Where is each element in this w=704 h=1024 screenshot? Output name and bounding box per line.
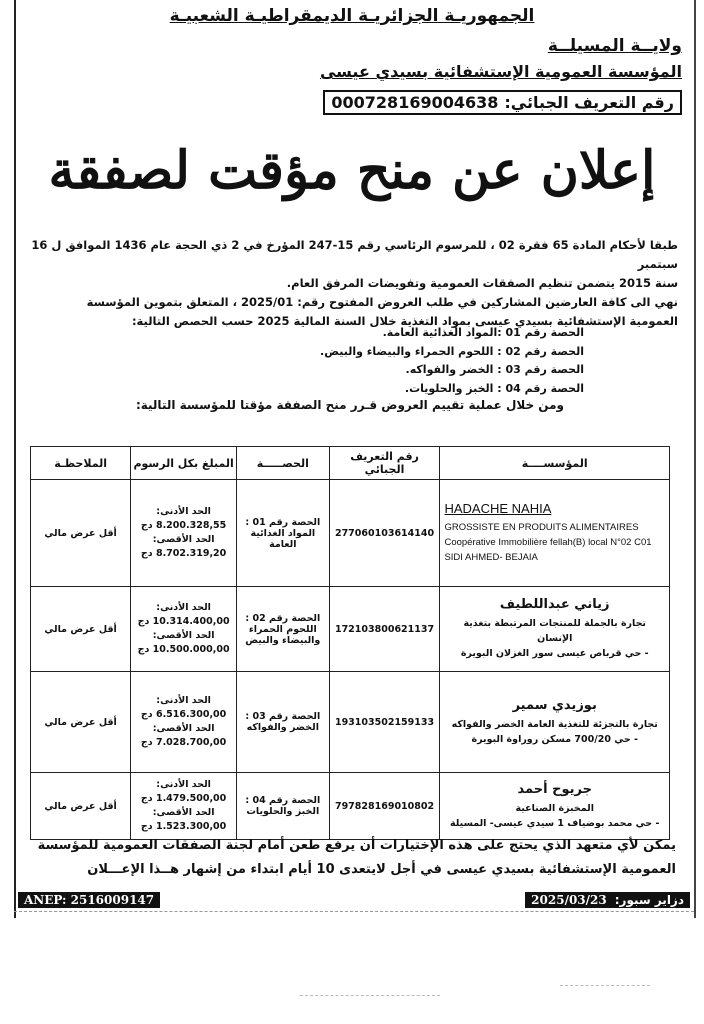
- table-row: [31, 480, 670, 587]
- fiscal-id-box: [323, 90, 682, 115]
- establishment-header: المؤسسة العمومية الإستشفائية بسيدي عيسى: [319, 62, 682, 81]
- page-bottom-line: [14, 911, 694, 912]
- remark-cell: أقل عرض مالي: [31, 480, 131, 587]
- institution-activity: GROSSISTE EN PRODUITS ALIMENTAIRES: [444, 522, 639, 533]
- min-label: الحد الأدنى:: [156, 779, 211, 790]
- min-label: الحد الأدنى:: [156, 602, 211, 613]
- publication-box: [525, 892, 690, 908]
- intro-line: نهي الى كافة العارضين المشاركين في طلب العروض المفتوح رقم: 2025/01 ، المتعلق بتموين المؤسسة: [86, 295, 678, 309]
- remark-cell: أقل عرض مالي: [31, 773, 131, 840]
- max-value: 8.702.319,20 دج: [140, 548, 227, 559]
- min-value: 1.479.500,00 دج: [140, 793, 227, 804]
- page-title: إعلان عن منح مؤقت لصفقة: [48, 140, 656, 201]
- max-label: الحد الأقصى:: [152, 534, 215, 545]
- remark-cell: أقل عرض مالي: [31, 672, 131, 773]
- lot-item: الحصة رقم 01 :المواد الغذائية العامة.: [382, 326, 584, 339]
- remark-cell: أقل عرض مالي: [31, 587, 131, 672]
- institution-name: بوزيدي سمير: [512, 697, 597, 713]
- fiscal-label: رقم التعريف الجبائي:: [504, 93, 674, 112]
- amount-cell: [131, 480, 237, 587]
- intro-line: سنة 2015 يتضمن تنظيم الصفقات العمومية وتفويضات المرفق العام.: [286, 276, 678, 290]
- nif-cell: 797828169010802: [329, 773, 440, 840]
- min-value: 6.516.300,00 دج: [140, 709, 227, 720]
- min-value: 8.200.328,55 دج: [140, 520, 227, 531]
- table-row: [31, 773, 670, 840]
- institution-address: - حي محمد بوضياف 1 سيدي عيسى- المسيلة: [450, 817, 660, 829]
- header-remarks: الملاحظـة: [31, 447, 131, 480]
- notice-line: العمومية الإستشفائية بسيدي عيسى في أجل لايتعدى 10 أيام ابتداء من إشهار هــذا الإعـــلان: [87, 862, 676, 877]
- nif-cell: 172103800621137: [329, 587, 440, 672]
- anep-reference: ANEP: 2516009147: [18, 892, 160, 908]
- header-institution: المؤسســــة: [440, 447, 670, 480]
- amount-cell: [131, 672, 237, 773]
- appeal-notice: [30, 834, 676, 882]
- max-value: 10.500.000,00 دج: [137, 644, 230, 655]
- institution-activity: تجارة بالتجزئة للتغذية العامة الخضر والفواكه: [451, 718, 658, 730]
- lot-cell: الحصة رقم 01 : المواد الغذائية العامة: [236, 480, 329, 587]
- institution-cell: [440, 587, 670, 672]
- nif-cell: 193103502159133: [329, 672, 440, 773]
- intro-paragraph: [30, 236, 678, 331]
- lot-cell: الحصة رقم 04 : الخبز والحلويات: [236, 773, 329, 840]
- min-label: الحد الأدنى:: [156, 695, 211, 706]
- institution-activity: المخبزة الصناعية: [515, 802, 594, 814]
- lot-item: الحصة رقم 03 : الخضر والفواكه.: [405, 363, 584, 376]
- fiscal-number: 000728169004638: [331, 93, 499, 112]
- institution-cell: [440, 773, 670, 840]
- lot-cell: الحصة رقم 02 : اللحوم الحمراء والبيضاء والبيض: [236, 587, 329, 672]
- lots-list: [320, 324, 584, 398]
- country-header: الجمهوريـة الجزائريـة الديمقراطيـة الشعبيـة: [169, 6, 535, 26]
- scan-mark: [300, 995, 440, 996]
- nif-cell: 277060103614140: [329, 480, 440, 587]
- table-row: [31, 672, 670, 773]
- max-label: الحد الأقصى:: [152, 723, 215, 734]
- max-label: الحد الأقصى:: [152, 630, 215, 641]
- min-value: 10.314.400,00 دج: [137, 616, 230, 627]
- publication-date: 2025/03/23: [531, 893, 607, 907]
- institution-address: Coopérative Immobilière fellah(B) local N°02 C01 SIDI AHMED- BEJAIA: [444, 537, 652, 563]
- institution-name: HADACHE NAHIA: [444, 501, 552, 516]
- closing-line: ومن خلال عملية تقييم العروض قـرر منح الصفقة مؤقتا للمؤسسة التالية:: [135, 398, 564, 412]
- institution-cell: [440, 480, 670, 587]
- header-nif: رقم التعريف الجبائي: [329, 447, 440, 480]
- institution-cell: [440, 672, 670, 773]
- institution-name: زياني عبداللطيف: [499, 597, 610, 612]
- institution-address: - حي قرباص عيسى سور الغزلان البويرة: [460, 648, 649, 659]
- amount-cell: [131, 587, 237, 672]
- institution-activity: تجارة بالجملة للمنتجات المرتبطة بتغذية الإنسان: [463, 618, 646, 644]
- header-amount: المبلغ بكل الرسوم: [131, 447, 237, 480]
- awards-table: [30, 446, 670, 840]
- max-value: 7.028.700,00 دج: [140, 737, 227, 748]
- header-lot: الحصـــــة: [236, 447, 329, 480]
- intro-line: العمومية الإستشفائية بسيدي عيسى بمواد التغذية خلال السنة المالية 2025 حسب الحصص التالية:: [131, 314, 678, 328]
- scan-mark: [560, 985, 650, 986]
- max-value: 1.523.300,00 دج: [140, 821, 227, 832]
- intro-line: طبقا لأحكام المادة 65 فقرة 02 ، للمرسوم الرئاسي رقم 15-247 المؤرخ في 2 ذي الحجة عام 1436 الموافق ل 16 سبتمبر: [31, 238, 678, 271]
- institution-address: - حي 700/20 مسكن روراوة البويرة: [471, 733, 638, 745]
- notice-line: يمكن لأي متعهد الذي يحتج على هذه الإختيارات أن يرفع طعن أمام لجنة الصفقات العمومية للمؤسسة: [37, 838, 676, 853]
- lot-cell: الحصة رقم 03 : الخضر والفواكه: [236, 672, 329, 773]
- amount-cell: [131, 773, 237, 840]
- table-header-row: [31, 447, 670, 480]
- max-label: الحد الأقصى:: [152, 807, 215, 818]
- newspaper-name: دزاير سبور:: [614, 893, 684, 907]
- table-row: [31, 587, 670, 672]
- min-label: الحد الأدنى:: [156, 506, 211, 517]
- institution-name: جريوح أحمد: [517, 781, 592, 797]
- wilaya-header: ولايــة المسيلــة: [547, 36, 682, 56]
- footer-bar: [14, 892, 694, 908]
- lot-item: الحصة رقم 04 : الخبز والحلويات.: [404, 381, 584, 395]
- lot-item: الحصة رقم 02 : اللحوم الحمراء والبيضاء والبيض.: [320, 344, 584, 358]
